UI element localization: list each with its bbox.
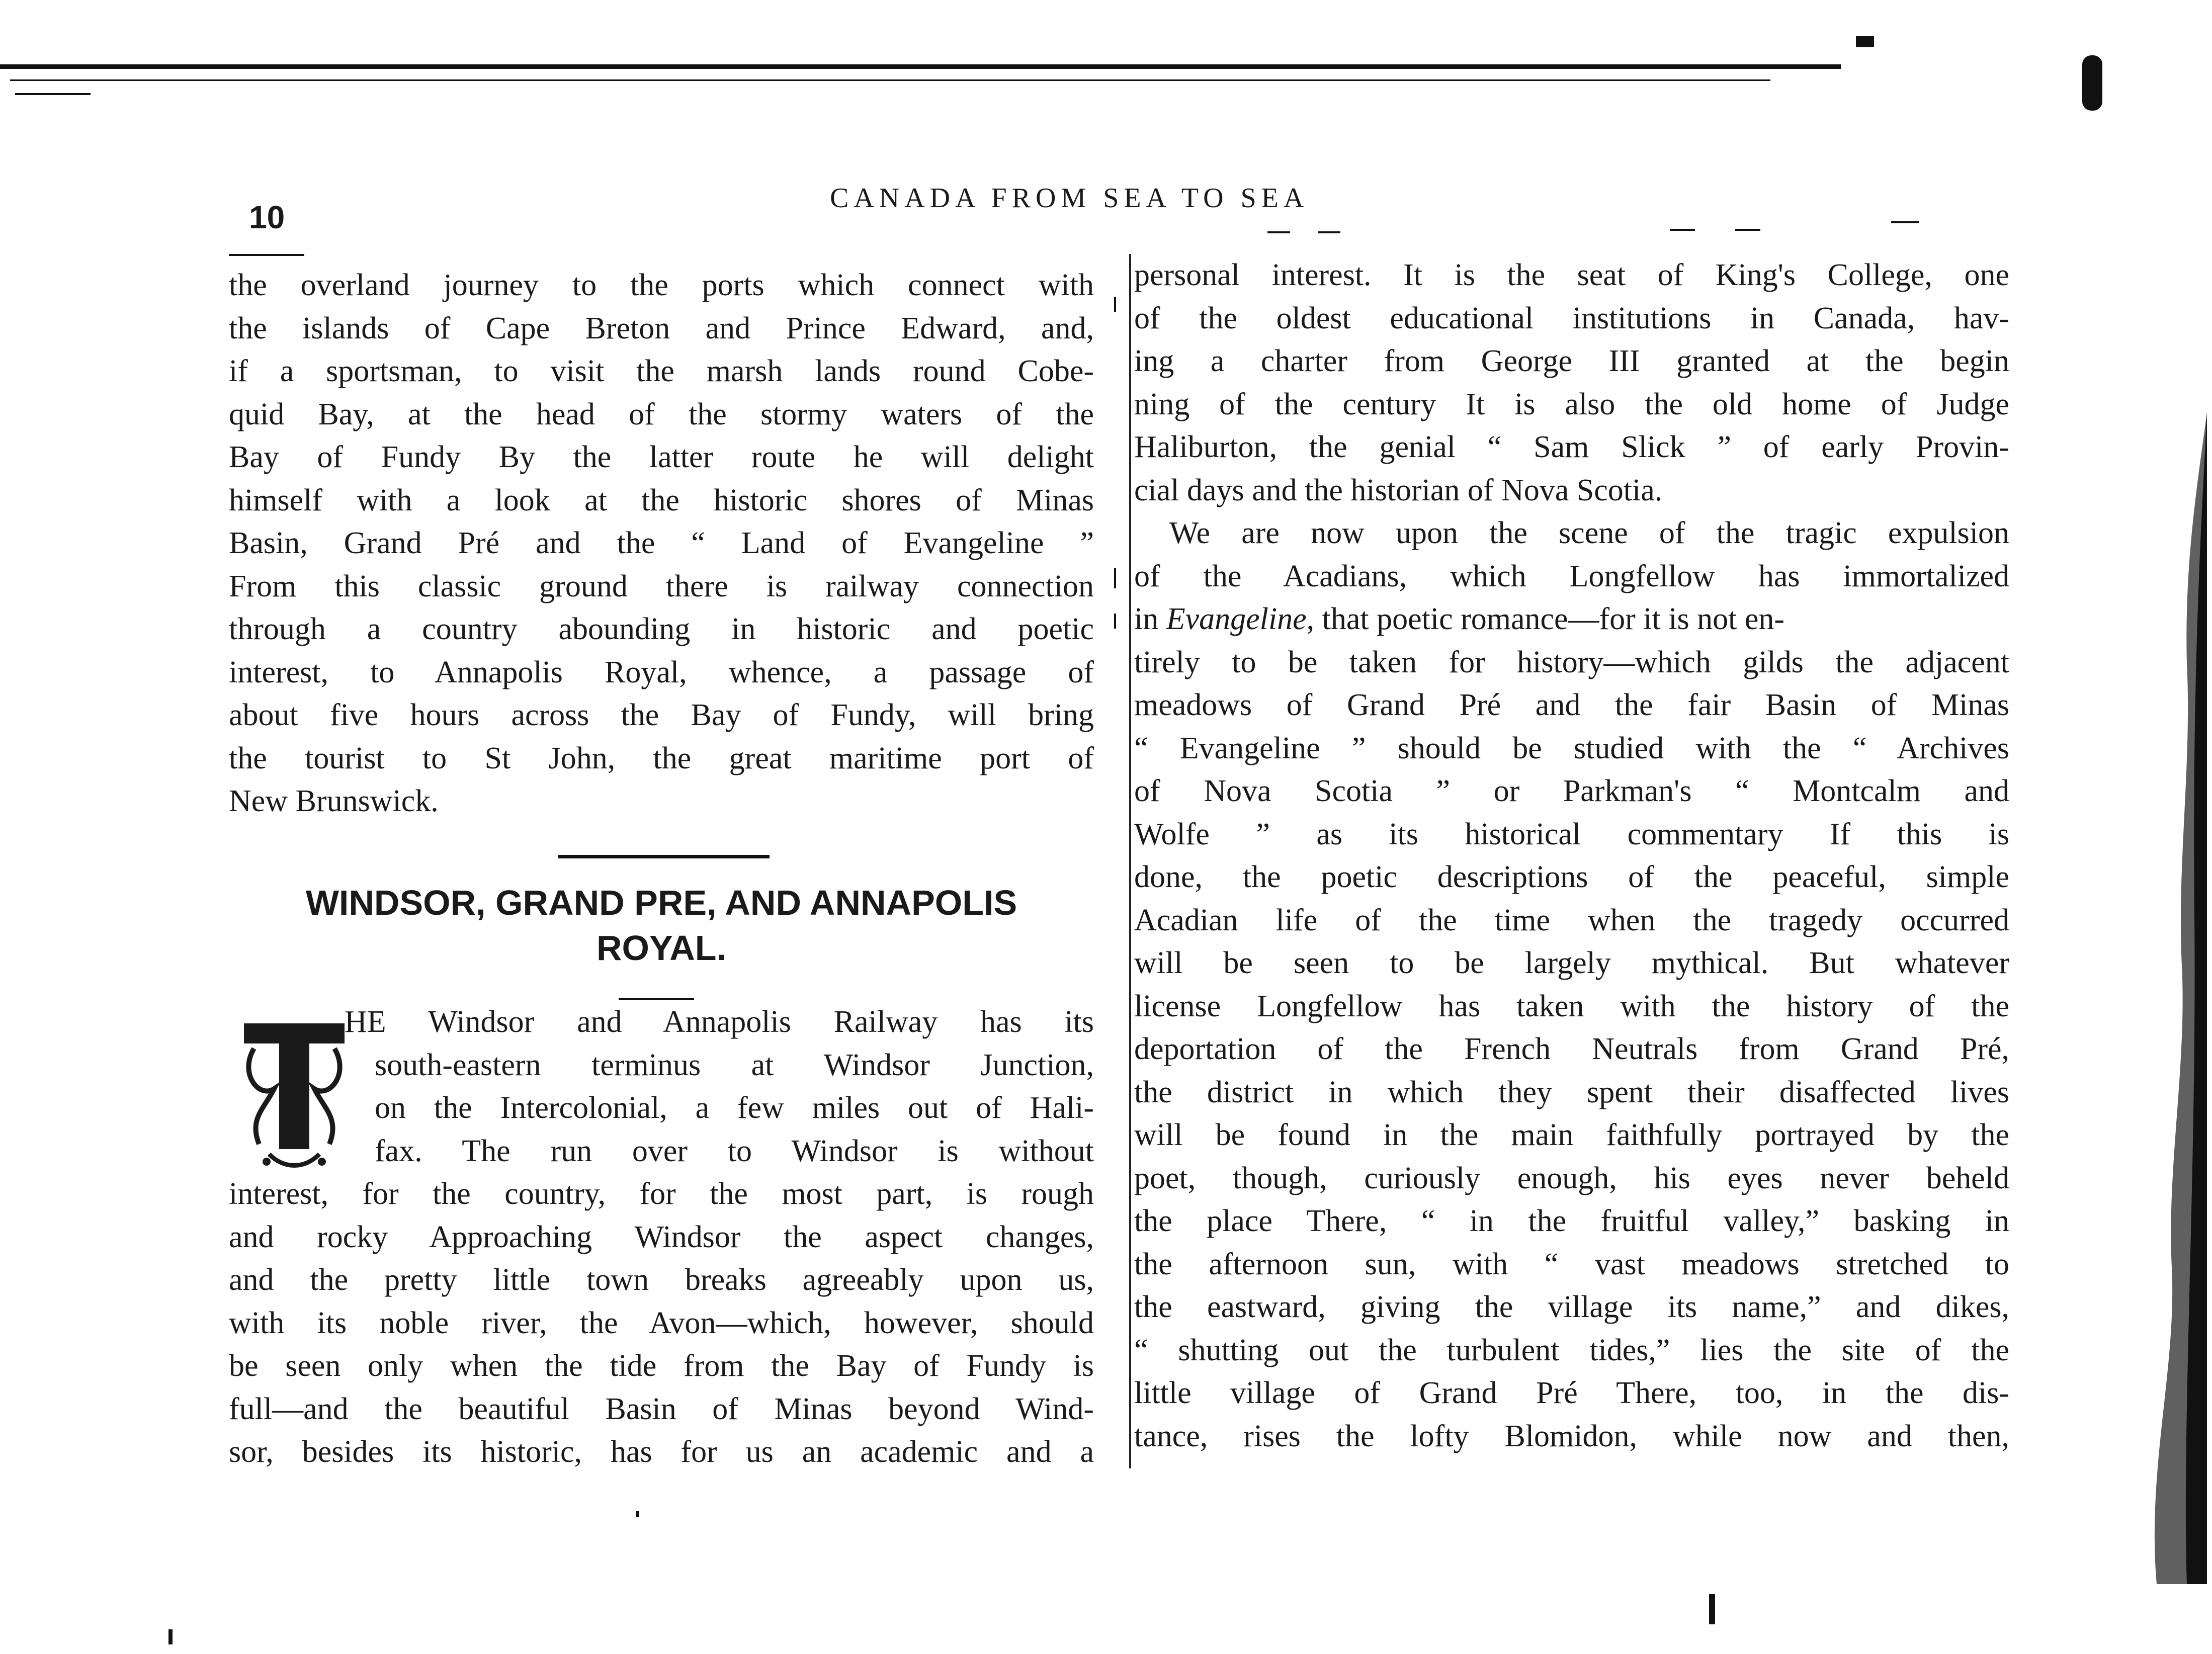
- header-dash: [1318, 231, 1340, 233]
- stray-mark: [636, 1511, 639, 1517]
- text-line: the place There, “ in the fruitful valley,” basking in: [1134, 1204, 2009, 1238]
- header-dash: [1670, 229, 1695, 231]
- text-fragment: , that poetic romance—for it is not en-: [1306, 602, 1784, 636]
- section-heading-line: ROYAL.: [596, 928, 727, 968]
- text-line: Acadian life of the time when the tragedy occurred: [1134, 903, 2009, 937]
- text-line: south-eastern terminus at Windsor Junction,: [375, 1048, 1094, 1082]
- text-line: on the Intercolonial, a few miles out of Hali-: [375, 1091, 1094, 1125]
- text-line: the eastward, giving the village its name,” and dikes,: [1134, 1290, 2009, 1324]
- text-line: ing a charter from George III granted at the begin: [1134, 344, 2009, 378]
- section-heading-line: WINDSOR, GRAND PRE, AND ANNAPOLIS: [305, 883, 1017, 922]
- text-line: will be found in the main faithfully portrayed by the: [1134, 1118, 2009, 1152]
- text-line: ning of the century It is also the old home of Judge: [1134, 387, 2009, 421]
- edge-mark: [2199, 845, 2203, 866]
- header-dash: [1735, 229, 1760, 231]
- text-line: cial days and the historian of Nova Scotia.: [1134, 473, 1663, 507]
- text-line: about five hours across the Bay of Fundy, will bring: [229, 698, 1094, 732]
- text-line: interest, to Annapolis Royal, whence, a passage of: [229, 655, 1094, 689]
- text-line: if a sportsman, to visit the marsh lands round Cobe-: [229, 354, 1094, 388]
- text-line: meadows of Grand Pré and the fair Basin of Minas: [1134, 688, 2009, 722]
- section-heading: [229, 880, 1094, 971]
- margin-tick: [1114, 568, 1116, 588]
- text-line: of Nova Scotia ” or Parkman's “ Montcalm and: [1134, 774, 2009, 808]
- folio-underline: [229, 254, 304, 256]
- text-line: We are now upon the scene of the tragic expulsion: [1169, 516, 2009, 550]
- margin-tick: [1114, 614, 1116, 629]
- text-line: tance, rises the lofty Blomidon, while now and then,: [1134, 1419, 2009, 1453]
- text-line: himself with a look at the historic shores of Minas: [229, 483, 1094, 517]
- text-line: the islands of Cape Breton and Prince Edward, and,: [229, 311, 1094, 345]
- text-line: through a country abounding in historic and poetic: [229, 612, 1094, 646]
- text-line: sor, besides its historic, has for us an academic and a: [229, 1435, 1094, 1469]
- text-line: Wolfe ” as its historical commentary If this is: [1134, 817, 2009, 851]
- text-line: poet, though, curiously enough, his eyes never beheld: [1134, 1161, 2009, 1195]
- text-line: [1134, 598, 2009, 641]
- book-title: Evangeline: [1166, 602, 1307, 636]
- text-line: “ shutting out the turbulent tides,” lies the site of the: [1134, 1333, 2009, 1367]
- text-line: of the oldest educational institutions in Canada, hav-: [1134, 301, 2009, 335]
- page-number: 10: [249, 199, 285, 235]
- text-line: license Longfellow has taken with the history of the: [1134, 989, 2009, 1023]
- text-line: of the Acadians, which Longfellow has immortalized: [1134, 559, 2009, 593]
- left-column: [229, 264, 1094, 823]
- column-divider: [1129, 254, 1131, 1468]
- text-fragment: in: [1134, 602, 1166, 636]
- section-divider: [558, 855, 770, 858]
- text-line: little village of Grand Pré There, too, in the dis-: [1134, 1376, 2009, 1410]
- right-column: [1134, 254, 2009, 1458]
- section-body: [229, 1001, 1094, 1474]
- top-rule-left: [15, 93, 91, 95]
- header-dash: [1267, 231, 1290, 233]
- text-line: fax. The run over to Windsor is without: [375, 1134, 1094, 1168]
- header-dash: [1891, 221, 1919, 223]
- text-line: the district in which they spent their disaffected lives: [1134, 1075, 2009, 1109]
- text-line: and rocky Approaching Windsor the aspect changes,: [229, 1220, 1094, 1254]
- text-line: HE Windsor and Annapolis Railway has its: [345, 1005, 1094, 1039]
- text-line: deportation of the French Neutrals from Grand Pré,: [1134, 1032, 2009, 1066]
- text-line: with its noble river, the Avon—which, however, should: [229, 1305, 1094, 1340]
- text-line: and the pretty little town breaks agreeably upon us,: [229, 1263, 1094, 1297]
- margin-tick: [1114, 297, 1116, 312]
- text-line: Basin, Grand Pré and the “ Land of Evangeline ”: [229, 526, 1094, 560]
- text-line: Bay of Fundy By the latter route he will delight: [229, 440, 1094, 474]
- top-rule-mark: [1856, 36, 1874, 47]
- text-line: done, the poetic descriptions of the peaceful, simple: [1134, 860, 2009, 894]
- text-line: the overland journey to the ports which connect with: [229, 268, 1094, 302]
- heading-underline: [619, 998, 694, 1000]
- bottom-mark: [168, 1629, 173, 1644]
- text-line: tirely to be taken for history—which gilds the adjacent: [1134, 645, 2009, 679]
- text-line: Haliburton, the genial “ Sam Slick ” of early Provin-: [1134, 430, 2009, 464]
- corner-mark: [2082, 55, 2102, 111]
- text-line: full—and the beautiful Basin of Minas beyond Wind-: [229, 1391, 1094, 1426]
- running-title: CANADA FROM SEA TO SEA: [830, 183, 1309, 214]
- text-line: will be seen to be largely mythical. But whatever: [1134, 946, 2009, 980]
- text-line: quid Bay, at the head of the stormy waters of the: [229, 397, 1094, 431]
- text-line: personal interest. It is the seat of King's College, one: [1134, 258, 2009, 292]
- text-line: New Brunswick.: [229, 784, 439, 818]
- text-line: be seen only when the tide from the Bay of Fundy is: [229, 1349, 1094, 1383]
- text-line: the afternoon sun, with “ vast meadows stretched to: [1134, 1247, 2009, 1281]
- text-line: From this classic ground there is railway connection: [229, 569, 1094, 603]
- text-line: the tourist to St John, the great maritime port of: [229, 741, 1094, 775]
- bottom-mark: [1709, 1594, 1715, 1624]
- text-line: interest, for the country, for the most part, is rough: [229, 1177, 1094, 1211]
- top-rule: [0, 64, 1841, 69]
- text-line: “ Evangeline ” should be studied with the “ Archives: [1134, 731, 2009, 765]
- top-rule-thin: [10, 79, 1770, 81]
- binding-shadow: [2056, 412, 2212, 1584]
